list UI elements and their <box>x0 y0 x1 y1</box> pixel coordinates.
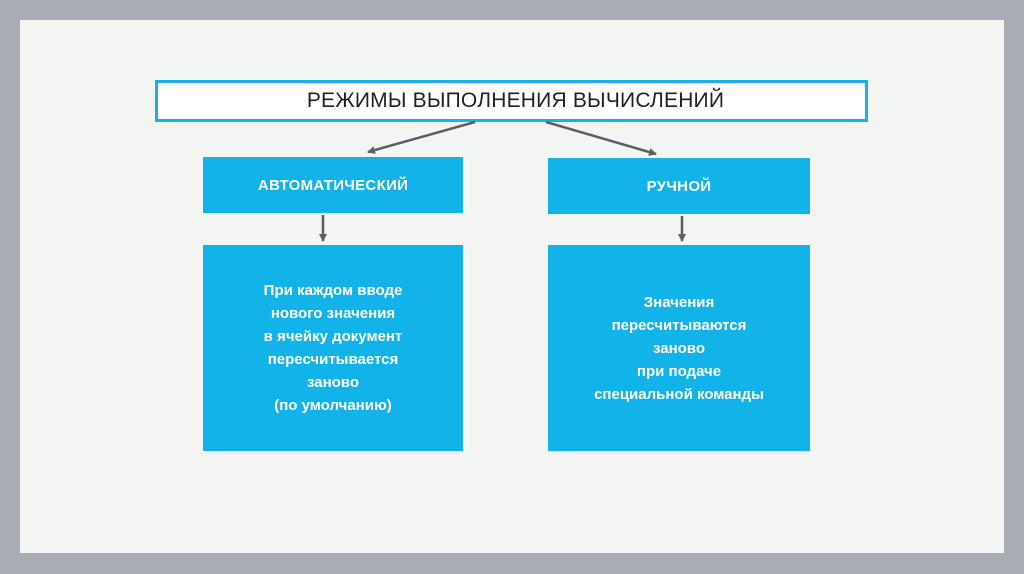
manual-mode-box <box>548 158 810 214</box>
auto-mode-box <box>203 157 463 213</box>
arrow-title-to-manual <box>546 122 656 154</box>
auto-mode-description-box <box>203 245 463 451</box>
auto-mode-description: При каждом вводе нового значения в ячейку документ пересчитывается заново (по умолчанию) <box>263 282 403 414</box>
auto-mode-label: АВТОМАТИЧЕСКИЙ <box>257 176 409 194</box>
manual-mode-description-box <box>548 245 810 451</box>
manual-mode-label: РУЧНОЙ <box>646 177 712 195</box>
slide <box>20 20 1004 553</box>
title-box <box>155 80 868 122</box>
diagram-title: РЕЖИМЫ ВЫПОЛНЕНИЯ ВЫЧИСЛЕНИЙ <box>306 89 725 112</box>
manual-mode-description: Значения пересчитываются заново при подаче специальной команды <box>594 293 764 403</box>
arrow-title-to-auto <box>368 122 475 152</box>
